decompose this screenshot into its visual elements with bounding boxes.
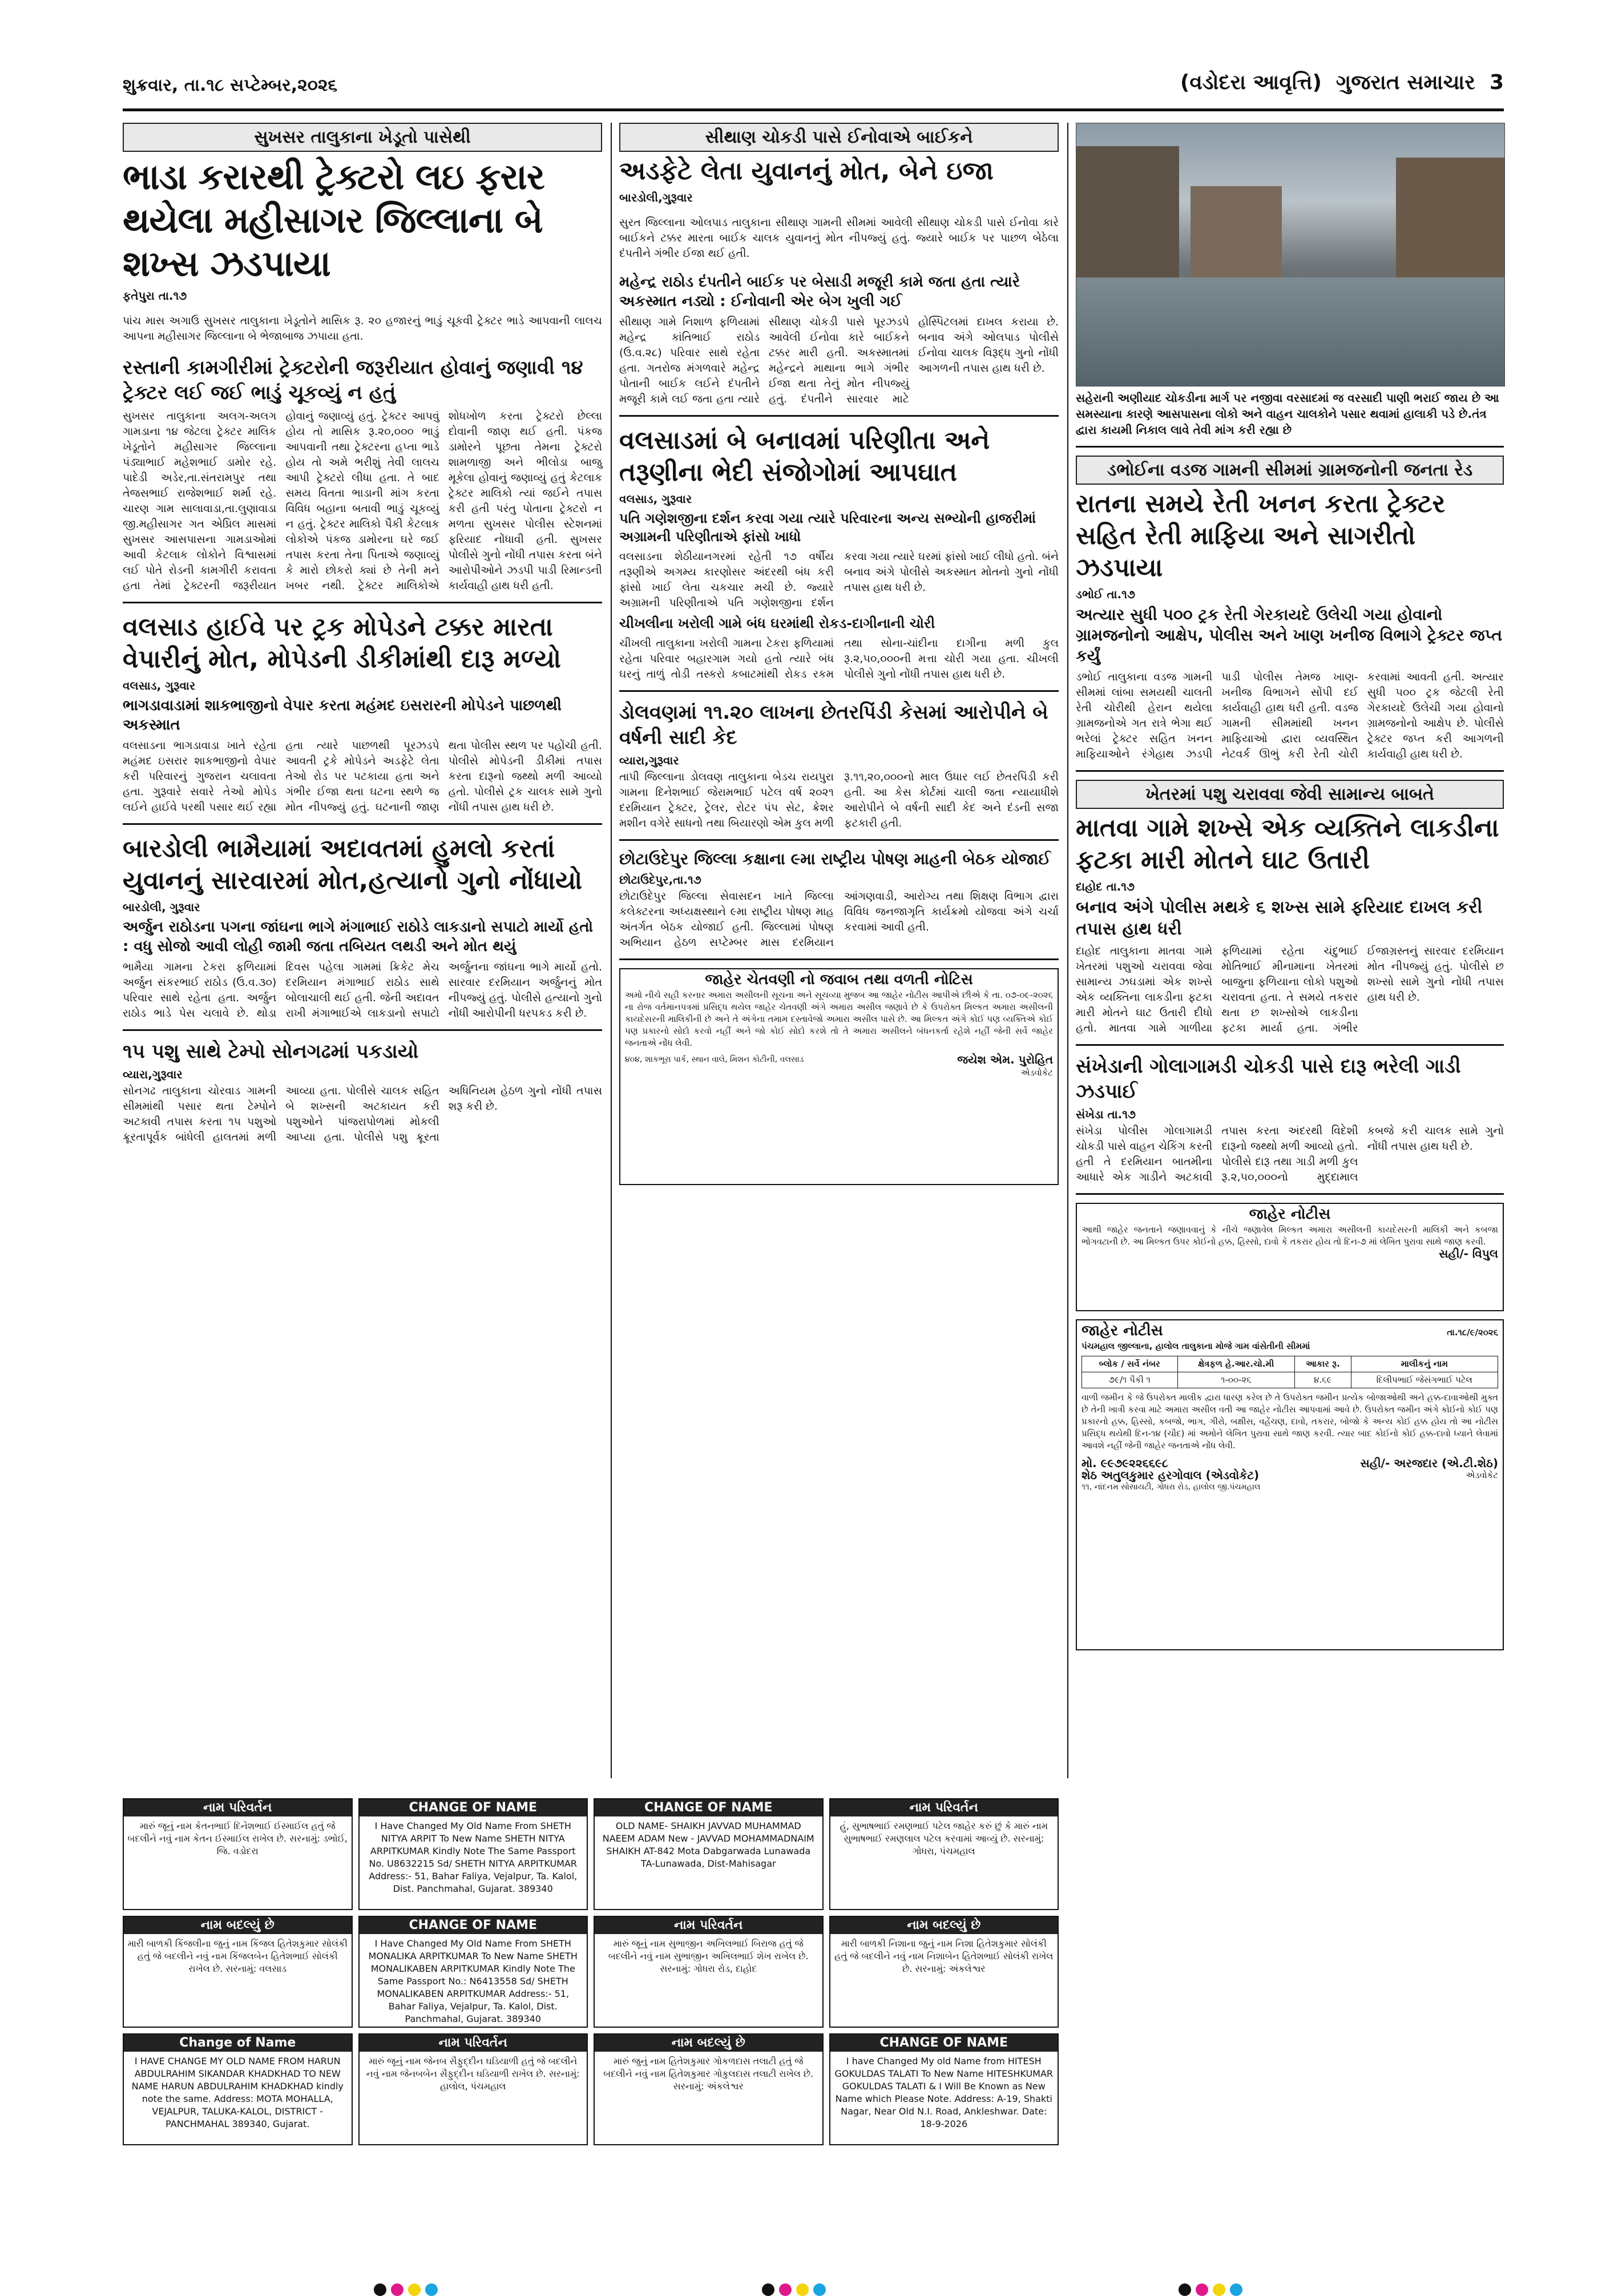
article-body: દાહોદ તાલુકાના માતવા ગામે ખેતરમાં પશુઓ ચરાવવા જેવા સામાન્ય ઝઘડામાં એક શખ્સે એક વ્યક્તિના લાકડીના ફટકા મારી મોતને ઘાટ ઉતારી દીધો હતો. માતવા ગામે ગાળીયા ફળિયામાં રહેતા ચંદુભાઈ મોતિભાઈ મીનામાના ખેતરમાં બાજુના ફળિયાના લોકો પશુઓ ચરાવતા હતા. તે સમયે તકરાર થતા છ શખ્સોએ લાકડીના ફટકા માર્યા હતા. ગંભીર ઈજાગ્રસ્તનું સારવાર દરમિયાન મોત નીપજ્યું હતું. પોલીસે છ શખ્સો સામે ગુનો નોંધી તપાસ હાથ ધરી છે. xyxy=(1076,945,1504,1034)
table-header: આકાર રૂ. xyxy=(1295,1356,1351,1372)
article-subhead: બનાવ અંગે પોલીસ મથકે ૬ શખ્સ સામે ફરિયાદ દાખલ કરી તપાસ હાથ ધરી xyxy=(1076,897,1483,939)
classified-text: I Have Changed My Old Name From SHETH MONALIKA ARPITKUMAR To New Name SHETH MONALIKABEN ARPITKUMAR Kindly Note The Same Passport No.: N6413558 Sd/ SHETH MONALIKABEN ARPITKUMAR Address:- 51, Bahar Faliya, Vejalpur, Ta. Kalol, Dist. Panchmahal, Gujarat. 389340 xyxy=(368,1938,578,2024)
yellow-dot xyxy=(1213,2283,1225,2296)
article-dateline: વલસાડ, ગુરૂવાર xyxy=(123,679,196,692)
article-headline: સંખેડાની ગોલાગામડી ચોકડી પાસે દારૂ ભરેલી ગાડી ઝડપાઈ xyxy=(1076,1055,1461,1103)
classified-ad xyxy=(594,2033,824,2145)
registration-marks xyxy=(1179,2283,1242,2296)
article-headline: ભાડા કરારથી ટ્રેક્ટરો લઇ ફરાર થયેલા મહીસાગર જિલ્લાના બે શખ્સ ઝડપાયા xyxy=(123,156,544,284)
article-dateline: બારડોલી,ગુરૂવાર xyxy=(619,191,693,204)
article-headline: છોટાઉદેપુર જિલ્લા કક્ષાના ૯મા રાષ્ટ્રીય પોષણ માહની બેઠક યોજાઈ xyxy=(619,849,1051,868)
article-body: વલસાડના શેઠીયાનગરમાં રહેતી ૧૭ વર્ષીય તરૂણીએ અગમ્ય કારણોસર અંદરથી બંધ કરી ફાંસો ખાઈ લેતા ચકચાર મચી છે. જ્યારે અગ્રામની પરિણીતાએ પતિ ગણેશજીના દર્શન કરવા ગયા ત્યારે ઘરમાં ફાંસો ખાઈ લીધો હતો. બંને બનાવ અંગે પોલીસે અકસ્માત મોતનો ગુનો નોંધી તપાસ હાથ ધરી છે. xyxy=(619,550,1059,609)
article-lead: પાંચ માસ અગાઉ સુખસર તાલુકાના ખેડૂતોને માસિક રૂ. ૨૦ હજારનું ભાડું ચૂકવી ટ્રેક્ટર ભાડે આપવાની લાલચ આપના મહીસાગર જિલ્લાના બે ભેજાબાજ ઝપાયા હતા. xyxy=(123,315,602,343)
magenta-dot xyxy=(779,2283,792,2296)
article-subhead: ભાગડાવાડામાં શાકભાજીનો વેપાર કરતા મહંમદ ઇસરારની મોપેડને પાછળથી અકસ્માત xyxy=(123,697,562,734)
classified-ad xyxy=(358,2033,588,2145)
divider xyxy=(123,602,602,603)
classified-ad xyxy=(123,1798,353,1910)
street-photo xyxy=(1076,123,1505,386)
cyan-dot xyxy=(813,2283,826,2296)
newspaper-page xyxy=(123,69,1504,2181)
photo-waterlogging xyxy=(1076,123,1504,438)
column-left xyxy=(123,123,602,1145)
classified-text: I have Changed My old Name from HITESH GOKULDAS TALATI To New Name HITESHKUMAR GOKULDAS TALATI & I Will Be Known as New Name which Please Note. Address: A-19, Shakti Nagar, Near Old N.I. Road, Ankleshwar. Date: 18-9-2026 xyxy=(834,2056,1054,2129)
notice-address: ૧૧, નાંદનમ સોસાયટી, ગોધરા રોડ, હાલોલ જી.પંચમહાલ xyxy=(1082,1483,1261,1492)
column-rule xyxy=(611,123,612,1778)
article-dateline: બારડોલી, ગુરૂવાર xyxy=(123,900,200,914)
notice-advocate-name: શેઠ અતુલકુમાર હરગોવાલ (એડવોકેટ) xyxy=(1082,1468,1260,1482)
yellow-dot xyxy=(796,2283,809,2296)
notice-phone: મો. ૯૯૭૯૨૨૬૬૯૮ xyxy=(1082,1456,1168,1470)
classified-heading: નામ પરિવર્તન xyxy=(124,1799,352,1816)
classified-heading: નામ બદલ્યું છે xyxy=(124,1917,352,1934)
notice-title: જાહેર નોટીસ xyxy=(1249,1206,1331,1223)
classified-heading: નામ બદલ્યું છે xyxy=(830,1917,1058,1934)
article-headline: માતવા ગામે શખ્સે એક વ્યક્તિને લાકડીના ફટકા મારી મોતને ઘાટ ઉતારી xyxy=(1076,813,1499,875)
masthead-right xyxy=(1180,71,1504,95)
notice-body: આથી જાહેર જનતાને જણાવવાનું કે નીચે જણાવેલ મિલ્કત અમારા અસીલની કાયદેસરની માલિકી અને કબજા ભોગવટાની છે. આ મિલ્કત ઉપર કોઈનો હક્ક, હિસ્સો, દાવો કે તકરાર હોય તો દિન-૭ માં લેખિત પુરાવા સાથે જાણ કરવી. xyxy=(1082,1224,1498,1247)
notice-signature-role: એડવોકેટ xyxy=(1466,1470,1498,1480)
classified-text: મારી બાળકી નિશાના જુનું નામ નિશા હિતેશકુમાર સોલંકી હતું જે બદલીને નવું નામ નિશાબેન હિતેશભાઈ સોલંકી રાખેલ છે. સરનામું: અંકલેશ્વર xyxy=(834,1938,1054,1974)
classified-heading: CHANGE OF NAME xyxy=(360,1917,587,1934)
divider xyxy=(619,839,1059,841)
classified-text: મારું જૂનું નામ સુભાજીન અખિલભાઈ બિરાજ હતું જે બદલીને નવું નામ સુભાજીન અખિલભાઈ શેખ રાખેલ છે. સરનામું: ગોધરા રોડ, દાહોદ xyxy=(608,1938,809,1974)
article-dateline: વ્યારા,ગુરૂવાર xyxy=(619,754,679,767)
article-headline: ૧૫ પશુ સાથે ટેમ્પો સોનગઢમાં પકડાયો xyxy=(123,1040,419,1063)
notice-signatory: સહી/- વિપુલ xyxy=(1439,1247,1498,1260)
notice-header xyxy=(1082,1322,1498,1340)
divider xyxy=(1076,770,1504,772)
article-sand-mining xyxy=(1076,456,1504,762)
yellow-dot xyxy=(408,2283,421,2296)
classified-ad xyxy=(829,2033,1059,2145)
article-matva-murder xyxy=(1076,780,1504,1036)
classified-ad xyxy=(594,1916,824,2028)
article-body: સોનગઢ તાલુકાના ચોરવાડ ગામની સીમમાંથી પસાર થતા ટેમ્પોને અટકાવી તપાસ કરતા ૧૫ પશુઓ ક્રૂરતાપૂર્વક બાંધેલી હાલતમાં મળી આવ્યા હતા. પોલીસે ચાલક સહિત બે શખ્સની અટકાયત કરી પશુઓને પાંજરાપોળમાં મોકલી આપ્યા હતા. પોલીસે પશુ ક્રૂરતા અધિનિયમ હેઠળ ગુનો નોંધી તપાસ શરૂ કરી છે. xyxy=(123,1085,602,1143)
classified-heading: નામ બદલ્યું છે xyxy=(595,2035,822,2052)
article-body: ચીખલી તાલુકાના ખરોલી ગામના ટેકરા ફળિયામાં રહેતા પરિવાર બહારગામ ગયો હતો ત્યારે બંધ ઘરનું તાળું તોડી તસ્કરો કબાટમાંથી રોકડ રકમ તથા સોના-ચાંદીના દાગીના મળી કુલ રૂ.૨,૫૦,૦૦૦ની મત્તા ચોરી ગયા હતા. ચીખલી પોલીસે ગુનો નોંધી તપાસ હાથ ધરી છે. xyxy=(619,637,1059,680)
divider xyxy=(619,958,1059,960)
classifieds-grid xyxy=(123,1798,1059,2145)
article-subhead: રસ્તાની કામગીરીમાં ટ્રેક્ટરોની જરૂરીયાત હોવાનું જણાવી ૧૪ ટ્રેક્ટર લઈ જઈ ભાડું ચૂકવ્યું ન હતું xyxy=(123,356,583,404)
registration-marks xyxy=(374,2283,438,2296)
article-subhead: ચીખલીના ખરોલી ગામે બંધ ઘરમાંથી રોકડ-દાગીનાની ચોરી xyxy=(619,615,935,631)
notice-address: ૪૦૪, શાકભૂરા પાર્ક, સ્થાન વાલે, મિશન કોટીની, વલસાડ xyxy=(625,1055,804,1064)
article-body: વલસાડના ભાગડાવાડા ખાતે રહેતા મહંમદ ઇસરાર શાકભાજીનો વેપાર કરી પરિવારનું ગુજરાન ચલાવતા હતા. ગુરૂવારે સવારે તેઓ મોપેડ લઈને હાઈવે પરથી પસાર થઈ રહ્યા હતા ત્યારે પાછળથી પૂરઝડપે આવતી ટ્રકે મોપેડને અડફેટે લેતા તેઓ રોડ પર પટકાયા હતા અને ગંભીર ઈજા થતા ઘટના સ્થળે જ મોત નીપજ્યું હતું. ઘટનાની જાણ થતા પોલીસ સ્થળ પર પહોંચી હતી. પોલીસે મોપેડની ડીકીમાં તપાસ કરતા દારૂનો જથ્થો મળી આવ્યો હતો. પોલીસે ટ્રક ચાલક સામે ગુનો નોંધી તપાસ હાથ ધરી છે. xyxy=(123,739,602,813)
article-dateline: ફતેપુરા તા.૧૭ xyxy=(123,289,187,303)
article-lead: સુરત જિલ્લાના ઓલપાડ તાલુકાના સીથાણ ગામની સીમમાં આવેલી સીથાણ ચોકડી પાસે ઈનોવા કારે બાઈકને ટક્કર મારતા બાઈક ચાલક યુવાનનું મોત નીપજ્યું હતું. જ્યારે બાઈક પર પાછળ બેઠેલા દંપતીને ગંભીર ઈજા થઈ હતી. xyxy=(619,216,1059,260)
article-dolvan-fraud xyxy=(619,700,1059,831)
notice-date: તા.૧૮/૯/૨૦૨૬ xyxy=(1447,1327,1498,1338)
classified-heading: CHANGE OF NAME xyxy=(595,1799,822,1816)
classified-heading: Change of Name xyxy=(124,2035,352,2052)
article-body: ડભોઈ તાલુકાના વડજ ગામની સીમમાં લાંબા સમયથી ચાલતી રેતી ચોરીથી હેરાન થયેલા ગ્રામજનોએ ગત રાત્રે ભેગા થઈ ભરેલાં ટ્રેક્ટર સહિત ખનન માફિયાઓને રંગેહાથ ઝડપી પાડી પોલીસ તેમજ ખાણ-ખનીજ વિભાગને સોંપી દઈ કાર્યવાહી હાથ ધરી હતી. વડજ ગામની સીમમાંથી ખનન માફિયાઓ દ્વારા વ્યવસ્થિત નેટવર્ક ઊભું કરી રેતી ચોરી કરવામાં આવતી હતી. અત્યાર સુધી ૫૦૦ ટ્રક જેટલી રેતી ગેરકાયદે ઉલેચી ગયા હોવાનો ગ્રામજનોનો આક્ષેપ છે. પોલીસે ટ્રેક્ટર જપ્ત કરી આગળની કાર્યવાહી હાથ ધરી છે. xyxy=(1076,671,1504,760)
photo-caption: સહેરાની અણીયાદ ચોકડીના માર્ગ પર નજીવા વરસાદમાં જ વરસાદી પાણી ભરાઈ જાય છે આ સમસ્યાના કારણે આસપાસના લોકો અને વાહન ચાલકોને પસાર થવામાં હાલાકી પડે છે.તંત્ર દ્વારા કાયમી નિકાલ લાવે તેવી માંગ કરી રહ્યા છે xyxy=(1076,391,1499,437)
classifieds xyxy=(123,1798,1059,2145)
table-header-row xyxy=(1082,1356,1498,1372)
paper-name: ગુજરાત સમાચાર xyxy=(1336,71,1475,94)
article-dateline: ડભોઈ તા.૧૭ xyxy=(1076,587,1135,601)
classified-ad xyxy=(594,1798,824,1910)
article-body: સુખસર તાલુકાના અલગ-અલગ ગામડાના ૧૪ જેટલા ટ્રેક્ટર માલિક ખેડૂતોને મહીસાગર જિલ્લાના પંડ્યાભાઈ મહેશભાઈ ડામોર રહે. પાદેડી અડેર,તા.સંતરામપુર તથા તેજસભાઈ રાજેશભાઈ શર્મા રહે. ચારણ ગામ સાલાવાડા,તા.લુણાવાડા જી.મહીસાગર ગત એપ્રિલ માસમાં સુખસર આસપાસના ગામડાઓમાં આવી કેટલાક લોકોને વિશ્વાસમાં લઈ પોતે રોડની કામગીરી કરાવતા હતા તેમાં ટ્રેક્ટરની જરૂરીયાત હોવાનું જણાવ્યું હતું. ટ્રેક્ટર આપવું હોય તો માસિક રૂ.૨૦,૦૦૦ ભાડું આપવાની તથા ટ્રેક્ટરના હપ્તા ભાડે હોય તો અમે ભરીશું તેવી લાલચ આપી ટ્રેક્ટરો લીધા હતા. તે બાદ સમય વિતતા ભાડાની માંગ કરતા વિવિધ બહાના બતાવી ભાડું ચૂકવ્યું ન હતું. ટ્રેક્ટર માલિકો પૈકી કેટલાક લોકોએ પંકજ ડામોરના ઘરે જઈ તપાસ કરતા તેના પિતાએ જણાવ્યું કે મારો છોકરો ક્યાં છે તેની મને ખબર નથી. ટ્રેક્ટર માલિકોએ શોધખોળ કરતા ટ્રેક્ટરો છેલ્લા દોવાની જાણ થઈ હતી. પંકજ ડામોરને પૂછતા તેમના ટ્રેક્ટરો શામળાજી અને ભીલોડા બાજુ મૂકેલા હોવાનું જણાવ્યું હતું કેટલાક ટ્રેક્ટર માલિકો ત્યાં જઈને તપાસ કરી હતી પરંતુ પોતાના ટ્રેક્ટરો ન મળતા સુખસર પોલીસ સ્ટેશનમાં ફરિયાદ નોંધાવી હતી. સુખસર પોલીસે ગુનો નોંધી તપાસ કરતા બંને આરોપીઓને ઝડપી પાડી રિમાન્ડની કાર્યવાહી હાથ ધરી હતી. xyxy=(123,410,602,592)
public-notice-reply xyxy=(619,968,1059,1185)
article-body: ભામૈયા ગામના ટેકરા ફળિયામાં અર્જુન સંકરભાઈ રાઠોડ (ઉ.વ.૩૦) પરિવાર સાથે રહેતા હતા. અર્જુન રાઠોડ ભાડે પેસ ચલાવે છે. થોડા દિવસ પહેલા ગામમાં ક્રિકેટ મેચ દરમિયાન મંગાભાઈ રાઠોડ સાથે બોલાચાલી થઈ હતી. જેની અદાવત રાખી મંગાભાઈએ લાકડાનો સપાટો અર્જુનના જાંઘના ભાગે માર્યો હતો. સારવાર દરમિયાન અર્જુનનું મોત નીપજ્યું હતું. પોલીસે હત્યાનો ગુનો નોંધી આરોપીની ધરપકડ કરી છે. xyxy=(123,961,602,1020)
column-middle xyxy=(619,123,1059,1185)
notice-body: વાળી જમીન કે જે ઉપરોક્ત માલીક દ્વારા ધારણ કરેલ છે તે ઉપરોક્ત જમીન પ્રત્યેક બોજાઓથી અને હક્ક-દાવાઓથી મુક્ત છે તેની ખાત્રી કરવા માટે અમારા અસીલ વતી આ જાહેર નોટીસ આપવામાં આવે છે. ઉપરોક્ત જમીન અંગે કોઈનો કોઈ પણ પ્રકારનો હક્ક, હિસ્સો, કબજો, ભાગ, ગીરો, બક્ષીસ, વહેંચણ, દાવો, તકરાર, બોજો કે અન્ય કોઈ હક્ક હોય તો આ નોટીસ પ્રસિદ્ધ થયેથી દિન-૧૪ (ચૌદ) માં અમોને લેખિત પુરાવા સાથે જાણ કરવી. ત્યાર બાદ કોઈનો કોઈ હક્ક-દાવો ધ્યાને લેવામાં આવશે નહીં જેની જાહેર જનતાએ નોંધ લેવી. xyxy=(1082,1392,1498,1451)
article-tractor-fraud xyxy=(123,123,602,594)
classified-heading: નામ પરિવર્તન xyxy=(595,1917,822,1934)
page-number: 3 xyxy=(1489,71,1504,94)
article-headline: ડોલવણમાં ૧૧.૨૦ લાખના છેતરપિંડી કેસમાં આરોપીને બે વર્ષની સાદી કેદ xyxy=(619,701,1048,749)
magenta-dot xyxy=(391,2283,403,2296)
article-body: તાપી જિલ્લાના ડોલવણ તાલુકાના બેડચ રાયપુરા ગામના દિનેશભાઈ જેરામભાઈ પટેલ વર્ષ ૨૦૨૧ દરમિયાન ટ્રેક્ટર, ટ્રેલર, રોટર પંપ સેટ, ક્રેશર મશીન વગેરે સાધનો તથા બિયારણો એમ કુલ મળી રૂ.૧૧,૨૦,૦૦૦નો માલ ઉધાર લઈ છેતરપિંડી કરી હતી. આ કેસ કોર્ટમાં ચાલી જતા ન્યાયાધીશે આરોપીને બે વર્ષની સાદી કેદ અને દંડની સજા ફટકારી હતી. xyxy=(619,771,1059,829)
article-dateline: વ્યારા,ગુરૂવાર xyxy=(123,1068,183,1081)
divider xyxy=(1076,1044,1504,1046)
classified-text: મારું જૂનું નામ કેતનભાઈ દિનેશભાઈ ઈસ્માઈલ હતું જે બદલીને નવું નામ કેતન ઈસ્માઈલ રાખેલ છે. સરનામું: ડભોઈ, જિ. વડોદરા xyxy=(127,1820,348,1856)
table-row xyxy=(1082,1372,1498,1388)
classified-text: હું, સુભાષભાઈ રમણભાઈ પટેલ જાહેર કરું છું કે મારું નામ સુભાષભાઈ રમણલાલ પટેલ કરવામાં આવ્યું છે. સરનામું: ગોધરા, પંચમહાલ xyxy=(840,1820,1048,1856)
notice-title: જાહેર નોટીસ xyxy=(1082,1322,1163,1339)
notice-subtitle: પંચમહાલ જીલ્લાના, હાલોલ તાલુકાના મોજે ગામ વાંસેતીની સીમમાં xyxy=(1082,1341,1310,1351)
land-record-table xyxy=(1082,1356,1498,1388)
article-kicker: સુખસર તાલુકાના ખેડૂતો પાસેથી xyxy=(123,123,602,152)
notice-footer xyxy=(1082,1457,1498,1493)
divider xyxy=(1076,446,1504,448)
article-kicker: ખેતરમાં પશુ ચરાવવા જેવી સામાન્ય બાબતે xyxy=(1076,780,1504,809)
article-dateline: વલસાડ, ગુરૂવાર xyxy=(619,492,692,506)
article-subhead: પતિ ગણેશજીના દર્શન કરવા ગયા ત્યારે પરિવારના અન્ય સભ્યોની હાજરીમાં અગ્રામની પરિણીતાએ ફાંસો ખાધો xyxy=(619,510,1036,545)
classified-ad xyxy=(358,1798,588,1910)
notice-body: અમો નીચે સહી કરનાર અમારા અસીલની સૂચના અને સૂચવ્યા મુજબ આ જાહેર નોટીસ આપીએ છીએ કે તા. ૦૭-૦૯-૨૦૨૬ ના રોજ વર્તમાનપત્રમાં પ્રસિદ્ધ થયેલ જાહેર ચેતવણી અંગે અમારા અસીલ જણાવે છે કે ઉપરોક્ત મિલ્કત અમારા અસીલની કાયદેસરની માલિકીની છે અને તે અંગેના તમામ દસ્તાવેજો અમારા અસીલ પાસે છે. આ મિલ્કત અંગે કોઈ પણ વ્યક્તિએ કોઈ પણ પ્રકારનો સોદો કરવો નહીં અને જો કોઈ સોદો કરશે તો તે અમારા અસીલને બંધનકર્તા રહેશે નહીં જેની સર્વે જાહેર જનતાએ નોંધ લેવી. xyxy=(625,990,1053,1048)
table-header: બ્લોક / સર્વે નંબર xyxy=(1082,1356,1178,1372)
article-body: સીથાણ ગામે નિશાળ ફળિયામાં મહેન્દ્ર કાંતિભાઈ રાઠોડ (ઉ.વ.૨૮) પરિવાર સાથે રહેતા હતા. ગતરોજ મંગળવારે મહેન્દ્ર પોતાની બાઈક લઈને દંપતીને મજૂરી કામે લઈ જતા હતા ત્યારે સીથાણ ચોકડી પાસે પૂરઝડપે આવેલી ઈનોવા કારે બાઈકને ટક્કર મારી હતી. અકસ્માતમાં મહેન્દ્રને માથાના ભાગે ગંભીર ઈજા થતા તેનું મોત નીપજ્યું હતું. દંપતીને સારવાર માટે હોસ્પિટલમાં દાખલ કરાયા છે. બનાવ અંગે ઓલપાડ પોલીસે ઈનોવા ચાલક વિરૂદ્ધ ગુનો નોંધી આગળની તપાસ હાથ ધરી છે. xyxy=(619,316,1059,405)
issue-date: શુક્રવાર, તા.૧૮ સપ્ટેમ્બર,૨૦૨૬ xyxy=(123,75,338,95)
black-dot xyxy=(374,2283,386,2296)
notice-footer xyxy=(625,1054,1053,1079)
classified-heading: CHANGE OF NAME xyxy=(360,1799,587,1816)
classified-ad xyxy=(123,2033,353,2145)
classified-ad xyxy=(829,1798,1059,1910)
article-headline: અડફેટે લેતા યુવાનનું મોત, બેને ઇજા xyxy=(619,156,994,186)
divider xyxy=(123,823,602,825)
classified-heading: નામ પરિવર્તન xyxy=(830,1799,1058,1816)
cyan-dot xyxy=(425,2283,438,2296)
article-headline: બારડોલી ભામૈયામાં અદાવતમાં હુમલો કરતાં યુવાનનું સારવારમાં મોત,હત્યાનો ગુનો નોંધાયો xyxy=(123,834,583,895)
public-notice-small xyxy=(1076,1203,1504,1311)
black-dot xyxy=(1179,2283,1191,2296)
article-dateline: છોટાઉદેપુર,તા.૧૭ xyxy=(619,873,701,887)
notice-title: જાહેર ચેતવણી નો જવાબ તથા વળતી નોટિસ xyxy=(705,971,973,988)
divider xyxy=(123,1029,602,1031)
classified-heading: નામ પરિવર્તન xyxy=(360,2035,587,2052)
classified-ad xyxy=(123,1916,353,2028)
column-right xyxy=(1076,123,1504,1650)
article-bardoli-murder xyxy=(123,833,602,1021)
classified-text: મારી બાળકી કિંજલીના જુનું નામ કિંજલ હિતેશકુમાર સોલંકી હતું જે બદલીને નવું નામ કિંજલબેન હિતેશભાઈ સોલંકી રાખેલ છે. સરનામું: વલસાડ xyxy=(127,1938,348,1974)
registration-marks xyxy=(762,2283,826,2296)
table-header: ક્ષેત્રફળ હે.આર.ચો.મી xyxy=(1177,1356,1295,1372)
article-body: સંખેડા પોલીસ ગોલાગામડી ચોકડી પાસે વાહન ચેકિંગ કરતી હતી તે દરમિયાન બાતમીના આધારે એક ગાડીને અટકાવી તપાસ કરતા અંદરથી વિદેશી દારૂનો જથ્થો મળી આવ્યો હતો. પોલીસે દારૂ તથા ગાડી મળી કુલ રૂ.૨,૫૦,૦૦૦નો મુદ્દામાલ કબજે કરી ચાલક સામે ગુનો નોંધી તપાસ હાથ ધરી છે. xyxy=(1076,1125,1504,1183)
article-subhead: મહેન્દ્ર રાઠોડ દંપતીને બાઈક પર બેસાડી મજૂરી કામે જતા હતા ત્યારે અકસ્માત નડ્યો : ઈનોવાની એર બેગ ખુલી ગઈ xyxy=(619,273,1020,310)
article-dateline: સંખેડા તા.૧૭ xyxy=(1076,1107,1136,1121)
classified-text: I Have Changed My Old Name From SHETH NITYA ARPIT To New Name SHETH NITYA ARPITKUMAR Kindly Note The Same Passport No. U8632215 Sd/ SHETH NITYA ARPITKUMAR Address:- 51, Bahar Faliya, Vejalpur, Ta. Kalol, Dist. Panchmahal, Gujarat. 389340 xyxy=(369,1820,578,1894)
edition-label: (વડોદરા આવૃત્તિ) xyxy=(1180,71,1322,94)
black-dot xyxy=(762,2283,774,2296)
table-cell: ૧-૦૦-૨૬ xyxy=(1177,1372,1295,1388)
table-header: માલીકનું નામ xyxy=(1351,1356,1498,1372)
cyan-dot xyxy=(1230,2283,1242,2296)
classified-text: મારું જૂનું નામ જેનબ સૈફુદ્દીન ઘડિયાળી હતું જે બદલીને નવું નામ જેનબબેન સૈફુદ્દીન ઘડિયાળી રાખેલ છે. સરનામું: હાલોલ, પંચમહાલ xyxy=(366,2056,580,2092)
article-headline: રાતના સમયે રેતી ખનન કરતા ટ્રેક્ટર સહિત રેતી માફિયા અને સાગરીતો ઝડપાયા xyxy=(1076,489,1446,582)
divider xyxy=(619,690,1059,692)
article-nutrition-month xyxy=(619,849,1059,950)
article-kicker: ડભોઈના વડજ ગામની સીમમાં ગ્રામજનોની જનતા રેડ xyxy=(1076,456,1504,485)
article-valsad-suicide xyxy=(619,425,1059,682)
classified-text: મારું જુનું નામ હિતેશકુમાર ગોકળદાસ તલાટી હતું જે બદલીને નવું નામ હિતેશકુમાર ગોકુલદાસ તલાટી રાખેલ છે. સરનામું: અંકલેશ્વર xyxy=(603,2056,814,2092)
article-valsad-accident xyxy=(123,611,602,815)
magenta-dot xyxy=(1196,2283,1208,2296)
divider xyxy=(619,415,1059,417)
notice-signatory: જયેશ એમ. પુરોહિત xyxy=(957,1053,1053,1066)
article-kicker: સીથાણ ચોકડી પાસે ઈનોવાએ બાઈકને xyxy=(619,123,1059,152)
divider xyxy=(1076,1193,1504,1195)
article-dateline: દાહોદ તા.૧૭ xyxy=(1076,880,1135,893)
article-headline: વલસાડ હાઈવે પર ટ્રક મોપેડને ટક્કર મારતા વેપારીનું મોત, મોપેડની ડીકીમાંથી દારૂ મળ્યો xyxy=(123,613,562,674)
classified-text: OLD NAME- SHAIKH JAVVAD MUHAMMAD NAEEM ADAM New - JAVVAD MOHAMMADNAIM SHAIKH AT-842 Mota Dabgarwada Lunawada TA-Lunawada, Dist-Mahisagar xyxy=(602,1820,814,1869)
article-songadh-tempo xyxy=(123,1039,602,1145)
column-rule xyxy=(1067,123,1068,1778)
table-cell: ૪.૬૯ xyxy=(1295,1372,1351,1388)
article-headline: વલસાડમાં બે બનાવમાં પરિણીતા અને તરૂણીના ભેદી સંજોગોમાં આપઘાત xyxy=(619,426,990,487)
notice-signature: સહી/- અરજદાર (એ.ટી.શેઠ) xyxy=(1360,1456,1498,1470)
classified-heading: CHANGE OF NAME xyxy=(830,2035,1058,2052)
classified-ad xyxy=(829,1916,1059,2028)
public-notice-land xyxy=(1076,1319,1504,1650)
article-body: છોટાઉદેપુર જિલ્લા સેવાસદન ખાતે જિલ્લા કલેક્ટરના અધ્યક્ષસ્થાને ૯મા રાષ્ટ્રીય પોષણ માહ અંતર્ગત બેઠક યોજાઈ હતી. જિલ્લામાં પોષણ અભિયાન હેઠળ સપ્ટેમ્બર માસ દરમિયાન આંગણવાડી, આરોગ્ય તથા શિક્ષણ વિભાગ દ્વારા વિવિધ જનજાગૃતિ કાર્યક્રમો યોજવા અંગે ચર્ચા કરવામાં આવી હતી. xyxy=(619,890,1059,949)
article-subhead: અત્યાર સુધી ૫૦૦ ટ્રક રેતી ગેરકાયદે ઉલેચી ગયા હોવાનો ગ્રામજનોનો આક્ષેપ, પોલીસ અને ખાણ ખનીજ વિભાગે ટ્રેક્ટર જપ્ત કર્યું xyxy=(1076,605,1503,665)
table-cell: ૭૯/૧ પૈકી ૧ xyxy=(1082,1372,1178,1388)
notice-signatory-role: એડવોકેટ xyxy=(1020,1068,1053,1078)
article-sankheda-liquor xyxy=(1076,1054,1504,1185)
classified-ad xyxy=(358,1916,588,2028)
article-sithan-accident xyxy=(619,123,1059,407)
table-cell: દિલીપભાઈ જેસંગભાઈ પટેલ xyxy=(1351,1372,1498,1388)
classified-text: I HAVE CHANGE MY OLD NAME FROM HARUN ABDULRAHIM SIKANDAR KHADKHAD TO NEW NAME HARUN ABDULRAHIM KHADKHAD kindly note the same. Address: MOTA MOHALLA, VEJALPUR, TALUKA-KALOL, DISTRICT - PANCHMAHAL 389340, Gujarat. xyxy=(131,2056,344,2129)
article-subhead: અર્જુન રાઠોડના પગના જાંઘના ભાગે મંગાભાઈ રાઠોડે લાકડાનો સપાટો માર્યો હતો : વધુ સોજો આવી લોહી જામી જતા તબિયત લથડી અને મોત થયું xyxy=(123,919,593,955)
masthead xyxy=(123,69,1504,111)
